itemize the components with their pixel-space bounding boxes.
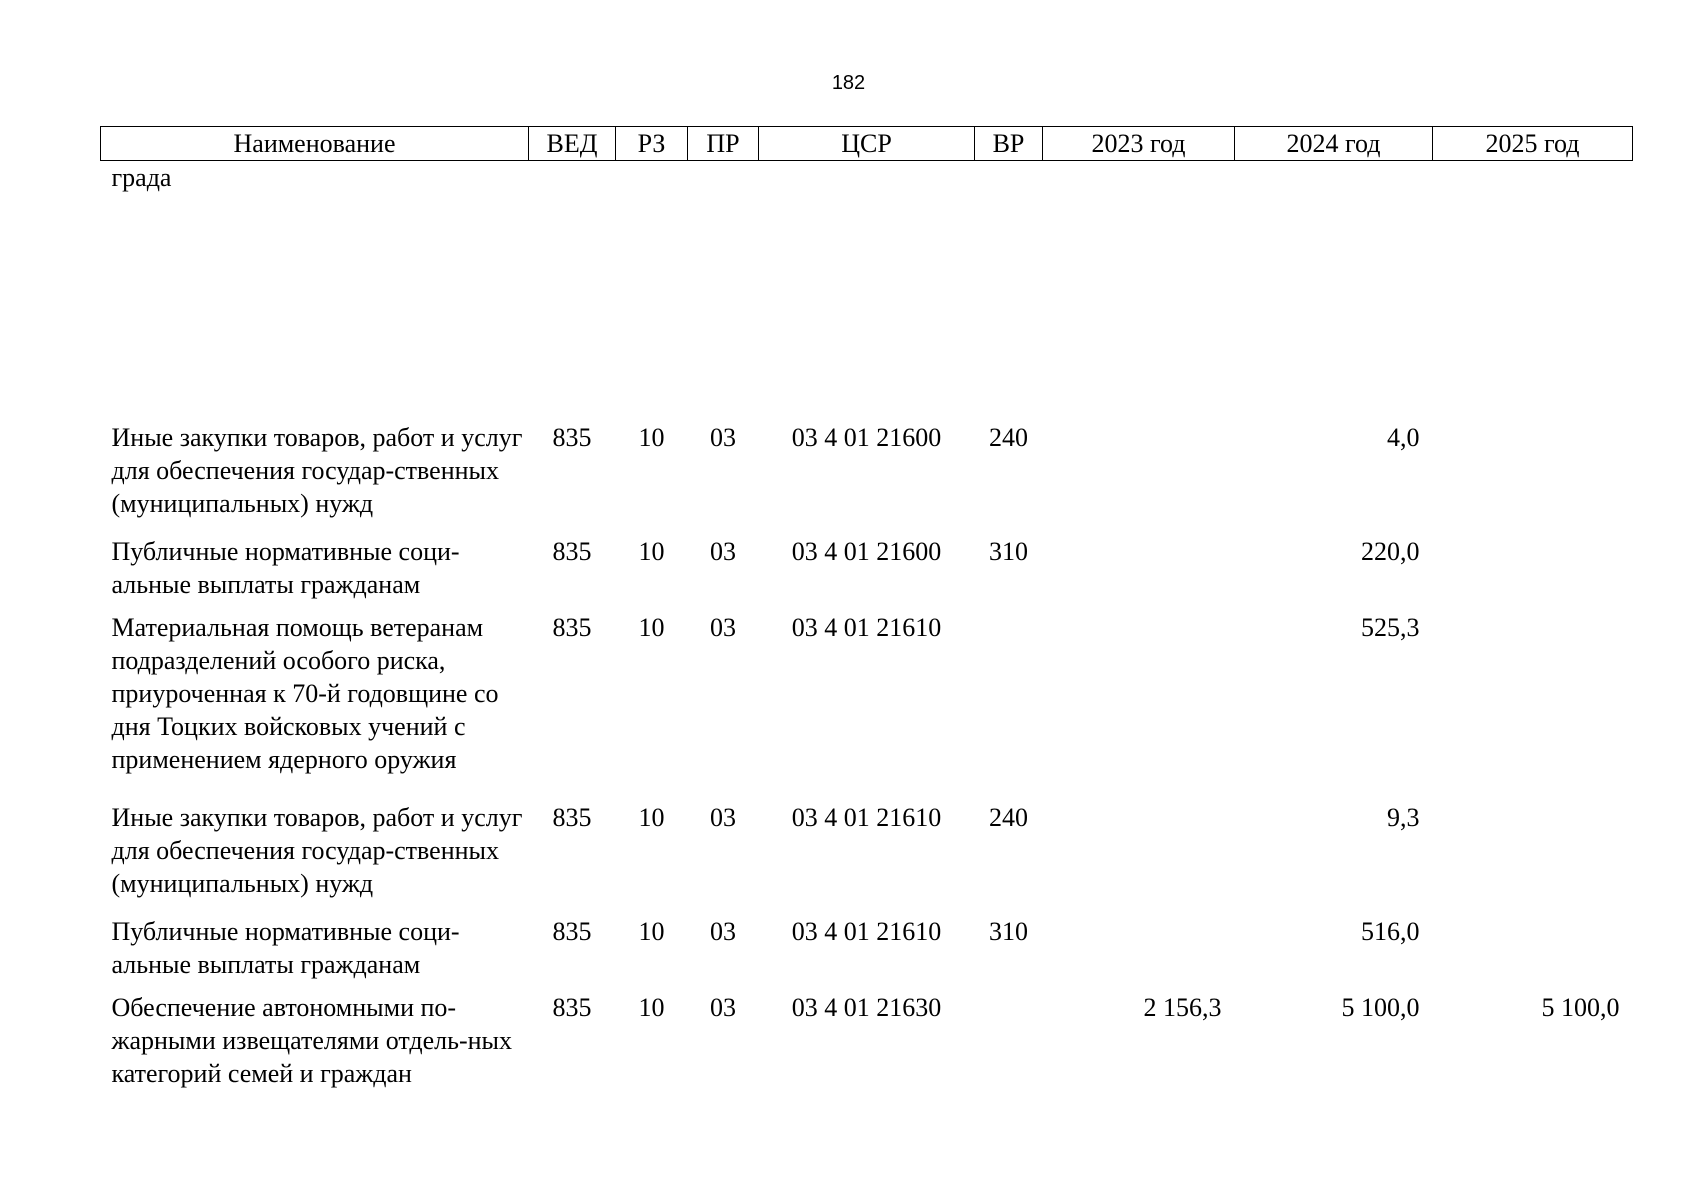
- cell-ved: [529, 161, 616, 421]
- cell-pr: 03: [710, 802, 736, 832]
- header-ved: ВЕД: [529, 127, 616, 161]
- cell-2023: [1043, 915, 1235, 991]
- cell-2025: [1433, 611, 1633, 801]
- cell-2025: 5 100,0: [1541, 992, 1620, 1022]
- cell-2023: [1043, 161, 1235, 421]
- cell-name: Иные закупки товаров, работ и услуг для обеспечения государ-ственных (муниципальных) нужд: [111, 802, 523, 898]
- cell-name: Публичные нормативные соци-альные выплаты гражданам: [111, 916, 460, 979]
- cell-pr: 03: [710, 612, 736, 642]
- cell-name: Иные закупки товаров, работ и услуг для обеспечения государ-ственных (муниципальных) нужд: [111, 422, 523, 518]
- table-row: [101, 161, 1633, 421]
- cell-2025: [1433, 915, 1633, 991]
- header-csr: ЦСР: [759, 127, 975, 161]
- cell-ved: 835: [552, 612, 592, 642]
- cell-name: Обеспечение автономными по-жарными извещателями отдель-ных категорий семей и граждан: [111, 992, 513, 1088]
- table-row: [101, 991, 1633, 1101]
- cell-rz: 10: [638, 612, 665, 642]
- cell-vr: 240: [989, 802, 1028, 832]
- cell-2024: 516,0: [1361, 916, 1420, 946]
- cell-ved: 835: [552, 916, 592, 946]
- cell-name: Публичные нормативные соци-альные выплаты гражданам: [111, 536, 460, 599]
- cell-rz: 10: [638, 916, 665, 946]
- cell-2024: 525,3: [1361, 612, 1420, 642]
- header-2023: 2023 год: [1043, 127, 1235, 161]
- cell-pr: 03: [710, 992, 736, 1022]
- table-row: [101, 801, 1633, 915]
- cell-2024: 5 100,0: [1341, 992, 1420, 1022]
- cell-vr: 240: [989, 422, 1028, 452]
- cell-rz: 10: [638, 802, 665, 832]
- cell-pr: 03: [710, 916, 736, 946]
- cell-vr: 310: [989, 916, 1028, 946]
- table-row: [101, 915, 1633, 991]
- cell-2023: [1043, 535, 1235, 611]
- header-vr: ВР: [975, 127, 1043, 161]
- cell-2023: 2 156,3: [1143, 992, 1222, 1022]
- cell-2024: 4,0: [1387, 422, 1420, 452]
- cell-2025: [1433, 421, 1633, 535]
- cell-ved: 835: [552, 992, 592, 1022]
- table-row: [101, 421, 1633, 535]
- cell-ved: 835: [552, 536, 592, 566]
- cell-rz: 10: [638, 992, 665, 1022]
- cell-name: Материальная помощь ветеранам подразделений особого риска, приуроченная к 70-й годовщине со дня Тоцких войсковых учений с применением ядерного оружия: [111, 612, 499, 774]
- cell-ved: 835: [552, 802, 592, 832]
- cell-rz: 10: [638, 422, 665, 452]
- header-2025: 2025 год: [1433, 127, 1633, 161]
- cell-2024: [1235, 161, 1433, 421]
- cell-2024: 220,0: [1361, 536, 1420, 566]
- cell-name: града: [111, 163, 172, 192]
- cell-vr: [975, 161, 1043, 421]
- table-header-row: [101, 127, 1633, 161]
- budget-table: [100, 126, 1633, 1101]
- cell-vr: [975, 611, 1043, 801]
- cell-csr: 03 4 01 21610: [791, 802, 942, 832]
- page-number: 182: [831, 72, 866, 94]
- cell-csr: 03 4 01 21630: [791, 992, 942, 1022]
- cell-vr: [975, 991, 1043, 1101]
- header-name: Наименование: [101, 127, 529, 161]
- cell-pr: 03: [710, 536, 736, 566]
- cell-2023: [1043, 611, 1235, 801]
- cell-csr: 03 4 01 21600: [791, 422, 942, 452]
- cell-ved: 835: [552, 422, 592, 452]
- cell-rz: [616, 161, 688, 421]
- cell-vr: 310: [989, 536, 1028, 566]
- cell-csr: [759, 161, 975, 421]
- header-rz: РЗ: [616, 127, 688, 161]
- cell-2023: [1043, 801, 1235, 915]
- cell-2024: 9,3: [1387, 802, 1420, 832]
- cell-pr: 03: [710, 422, 736, 452]
- cell-csr: 03 4 01 21600: [791, 536, 942, 566]
- cell-rz: 10: [638, 536, 665, 566]
- cell-csr: 03 4 01 21610: [791, 916, 942, 946]
- table-row: [101, 535, 1633, 611]
- cell-2023: [1043, 421, 1235, 535]
- cell-2025: [1433, 161, 1633, 421]
- cell-2025: [1433, 801, 1633, 915]
- header-pr: ПР: [688, 127, 759, 161]
- cell-pr: [688, 161, 759, 421]
- cell-csr: 03 4 01 21610: [791, 612, 942, 642]
- table-row: [101, 611, 1633, 801]
- cell-2025: [1433, 535, 1633, 611]
- header-2024: 2024 год: [1235, 127, 1433, 161]
